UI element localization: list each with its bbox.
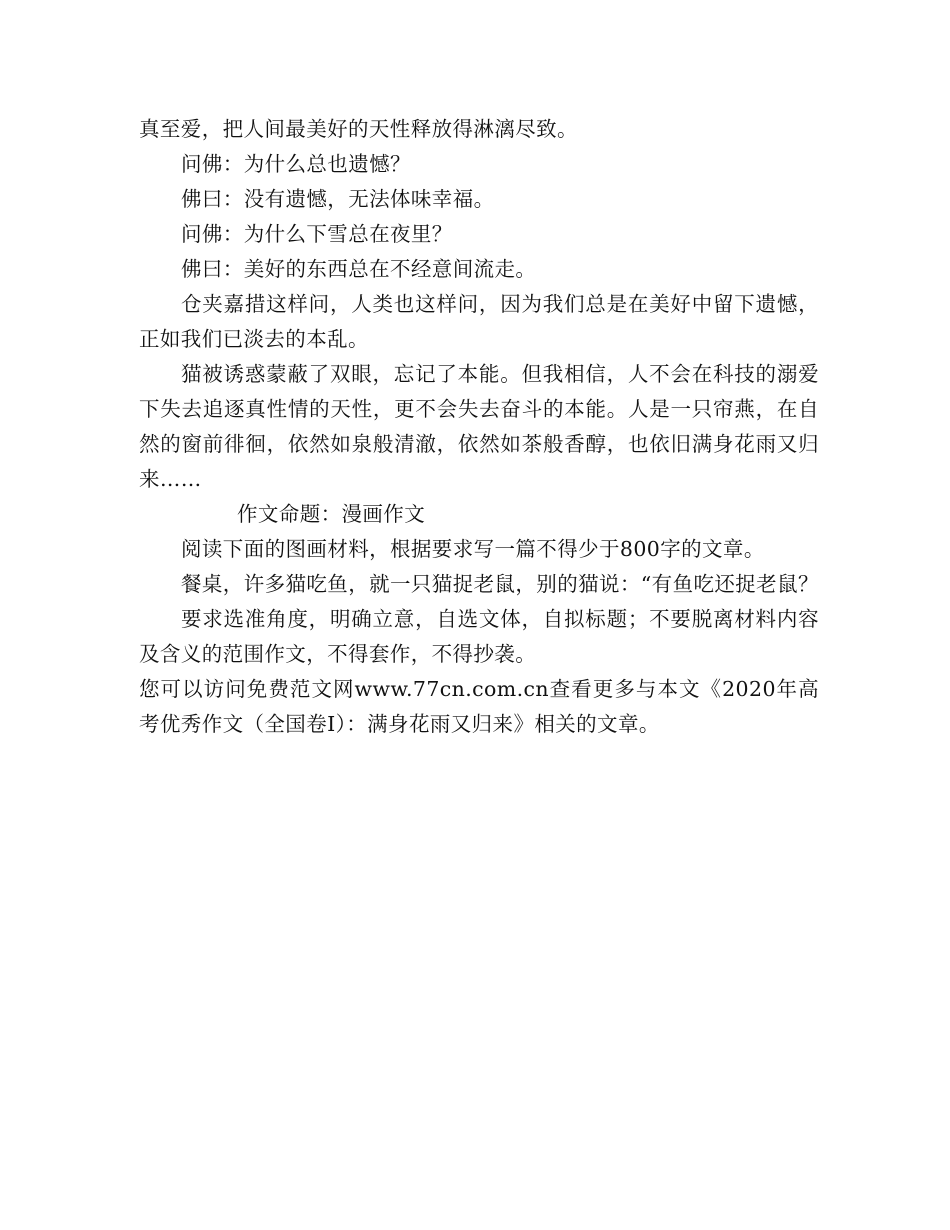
dialogue-line: 问佛：为什么下雪总在夜里？ <box>181 222 453 246</box>
paragraph-continuation: 真至爱，把人间最美好的天性释放得淋漓尽致。 <box>139 117 578 141</box>
body-paragraph: 猫被诱惑蒙蔽了双眼，忘记了本能。但我相信，人不会在科技的溺爱下失去追逐真性情的天性，更不会失去奋斗的本能。人是一只帘燕，在自然的窗前徘徊，依然如泉般清澈，依然如茶般香醇，也依旧满身花雨又归来…… <box>139 362 819 491</box>
prompt-instruction: 阅读下面的图画材料，根据要求写一篇不得少于800字的文章。 <box>181 537 765 561</box>
prompt-material: 餐桌，许多猫吃鱼，就一只猫捉老鼠，别的猫说：“有鱼吃还捉老鼠？ <box>181 572 819 596</box>
dialogue-line: 佛曰：没有遗憾，无法体味幸福。 <box>181 187 495 211</box>
source-footer-note: 您可以访问免费范文网www.77cn.com.cn查看更多与本文《2020年高考优秀作文（全国卷Ⅰ）：满身花雨又归来》相关的文章。 <box>139 677 819 736</box>
body-paragraph: 仓夹嘉措这样问，人类也这样问，因为我们总是在美好中留下遗憾，正如我们已淡去的本乱。 <box>139 292 819 351</box>
dialogue-line: 问佛：为什么总也遗憾？ <box>181 152 411 176</box>
prompt-requirements: 要求选准角度，明确立意，自选文体，自拟标题；不要脱离材料内容及含义的范围作文，不得套作，不得抄袭。 <box>139 607 819 666</box>
document-body <box>139 112 819 742</box>
essay-prompt-heading: 作文命题：漫画作文 <box>237 502 426 526</box>
dialogue-line: 佛曰：美好的东西总在不经意间流走。 <box>181 257 537 281</box>
